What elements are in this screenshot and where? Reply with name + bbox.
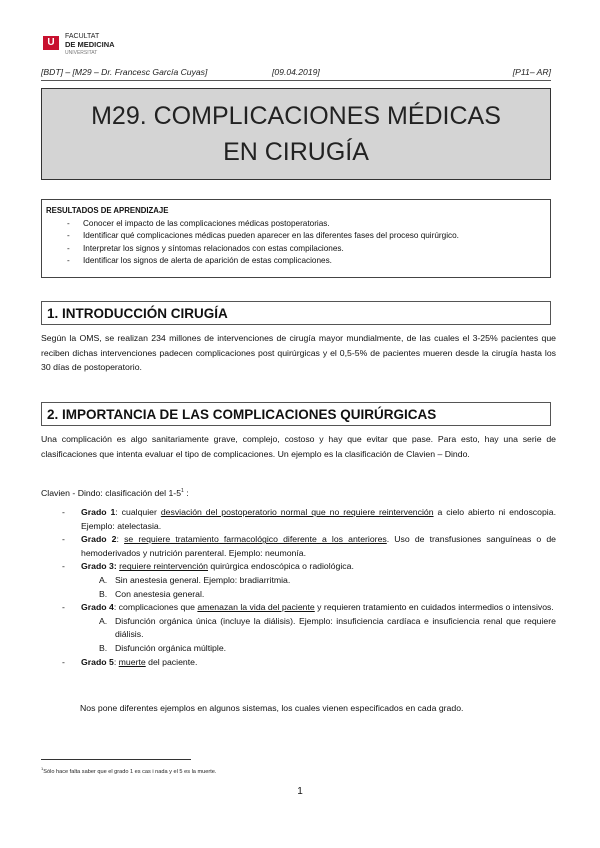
header-date: [09.04.2019] <box>272 67 320 77</box>
footnote-divider <box>41 759 191 760</box>
logo-line-2: DE MEDICINA <box>65 40 115 49</box>
faculty-logo <box>43 33 115 57</box>
section-2-header <box>41 402 551 426</box>
grade-5: - Grado 5: muerte del paciente. <box>62 656 198 667</box>
list-item: - Identificar los signos de alerta de aparición de estas complicaciones. <box>46 255 546 267</box>
closing-paragraph: Nos pone diferentes ejemplos en algunos sistemas, los cuales vienen especificados en cada grado. <box>80 703 464 713</box>
header-course: [BDT] – [M29 – Dr. Francesc García Cuyas] <box>41 67 208 77</box>
section-1-paragraph: Según la OMS, se realizan 234 millones de intervenciones de cirugía mayor mundialmente, de las cuales el 3-25% pacientes que reciben dichas intervenciones padecen complicaciones post quirúrgicas y el 0,5-5% de pacientes mueren desde la cirugía hasta los 30 días de postoperatorio. <box>41 333 556 373</box>
learning-outcomes-heading: RESULTADOS DE APRENDIZAJE <box>46 206 169 215</box>
grade-3: - Grado 3: requiere reintervención quirúrgica endoscópica o radiológica. <box>62 561 354 572</box>
learning-outcomes-list <box>46 218 546 268</box>
document-title: M29. COMPLICACIONES MÉDICAS EN CIRUGÍA <box>91 102 501 166</box>
list-item: - Conocer el impacto de las complicaciones médicas postoperatorias. <box>46 218 546 230</box>
header-page-code: [P11– AR] <box>512 67 551 77</box>
logo-line-1: FACULTAT <box>65 33 100 40</box>
grade-3-sub-a: A. Sin anestesia general. Ejemplo: bradiarritmia. <box>99 574 291 585</box>
logo-text <box>65 33 115 57</box>
list-item: - Identificar qué complicaciones médicas pueden aparecer en las diferentes fases del proceso quirúrgico. <box>46 230 546 242</box>
grade-3-sub-b: B. Con anestesia general. <box>99 588 205 599</box>
university-logo-icon: U <box>43 36 59 50</box>
logo-line-3: UNIVERSITAT <box>65 50 98 56</box>
header-divider <box>41 80 551 81</box>
section-2-intro: Una complicación es algo sanitariamente grave, complejo, costoso y hay que evitar que pase. Para esto, hay una serie de clasificaciones que intenta evaluar el tipo de complicaciones. Un ejemplo es la clasificación de Clavien – Dindo. <box>41 434 556 459</box>
learning-outcomes-box <box>41 199 551 278</box>
footnote-ref: 1 <box>181 488 184 494</box>
grade-4-sub-a: A. Disfunción orgánica única (incluye la diálisis). Ejemplo: insuficiencia cardíaca e insuficiencia renal que requiere diálisis. <box>99 615 556 640</box>
grade-4: - Grado 4: complicaciones que amenazan la vida del paciente y requieren tratamiento en cuidados intermedios o intensivos. <box>62 602 554 613</box>
page-number: 1 <box>297 786 303 797</box>
classification-label: Clavien - Dindo: clasificación del $1-5^1$ : <box>41 487 189 498</box>
grades-list <box>41 506 556 669</box>
title-box <box>41 88 551 180</box>
grade-2: - Grado 2: se requiere tratamiento farmacológico diferente a los anteriores. Uso de transfusiones sanguíneas o de hemoderivados y nutrición parenteral. Ejemplo: neumonía. <box>62 534 556 558</box>
footnote: $^1$Sólo hace falta saber que el grado 1 es cas i nada y el 5 es la muerte. <box>41 766 217 775</box>
section-1-header <box>41 301 551 325</box>
section-1-title: 1. INTRODUCCIÓN CIRUGÍA <box>47 305 228 321</box>
section-2-title: 2. IMPORTANCIA DE LAS COMPLICACIONES QUIRÚRGICAS <box>47 406 437 422</box>
grade-4-sub-b: B. Disfunción orgánica múltiple. <box>99 642 227 653</box>
grade-1: - Grado 1: cualquier desviación del postoperatorio normal que no requiere reintervención a cielo abierto ni endoscopia. Ejemplo: atelectasia. <box>62 507 556 531</box>
list-item: - Interpretar los signos y síntomas relacionados con estas compilaciones. <box>46 243 546 255</box>
